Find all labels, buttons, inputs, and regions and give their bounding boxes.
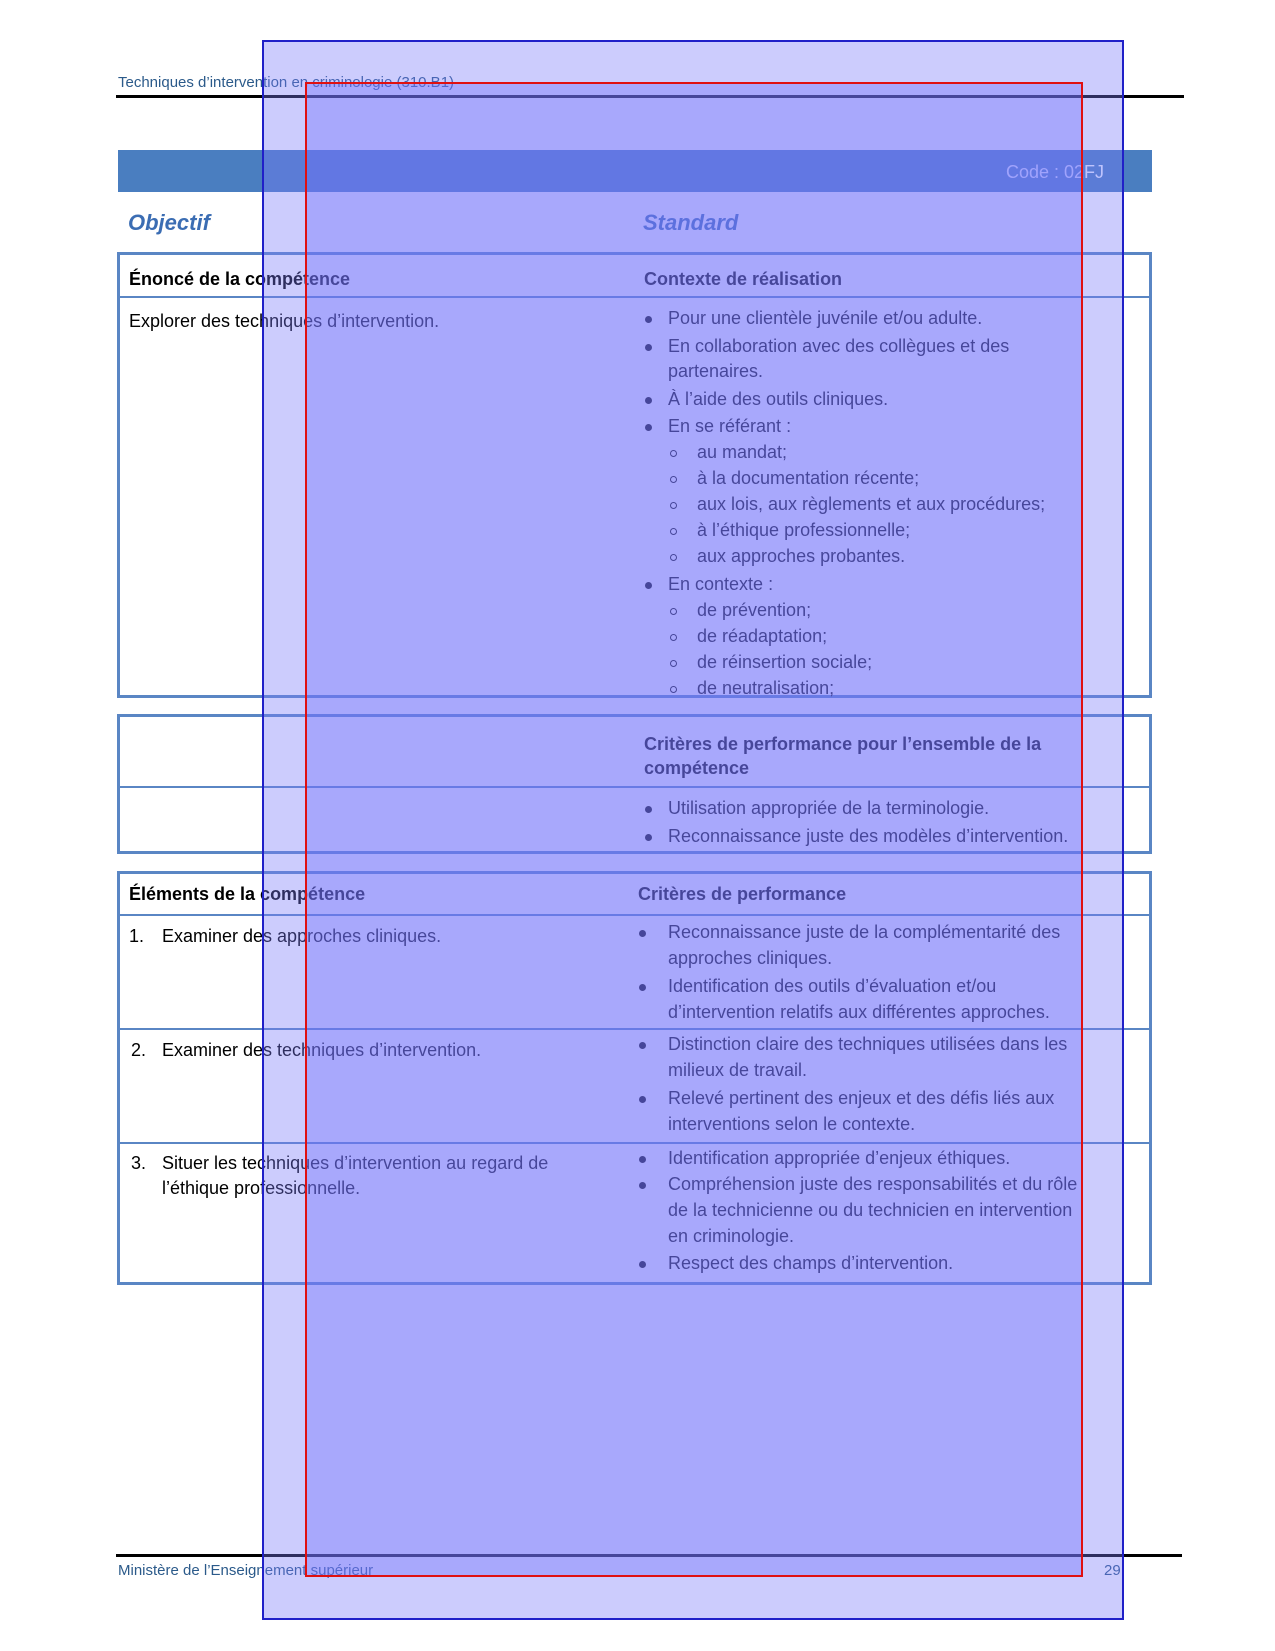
contexte-item: En collaboration avec des collègues et des <box>668 336 1010 356</box>
contexte-subitem: au mandat; <box>697 442 788 462</box>
element-number: 3. <box>131 1153 147 1173</box>
element-critere-cont: en criminologie. <box>668 1226 795 1246</box>
contexte-subitem: de prévention; <box>697 600 812 620</box>
heading-standard: Standard <box>643 210 739 235</box>
element-text-cont: l’éthique professionnelle. <box>162 1178 361 1198</box>
element-critere-cont: interventions selon le contexte. <box>668 1114 916 1134</box>
contexte-subitem: à la documentation récente; <box>697 468 920 488</box>
ensemble-header-cont: compétence <box>644 758 750 778</box>
ensemble-critere: Reconnaissance juste des modèles d’intervention. <box>668 826 1069 846</box>
selection-overlay-inner <box>305 82 1083 1577</box>
footer-ministry: Ministère de l’Enseignement supérieur <box>118 1562 374 1579</box>
element-critere-cont: d’intervention relatifs aux différentes approches. <box>668 1002 1050 1022</box>
element-number: 2. <box>131 1040 147 1060</box>
contexte-item-cont: partenaires. <box>668 361 764 381</box>
ensemble-critere: Utilisation appropriée de la terminologie. <box>668 798 990 818</box>
element-critere-cont: approches cliniques. <box>668 948 833 968</box>
contexte-subitem: de réinsertion sociale; <box>697 652 873 672</box>
criteres-header: Critères de performance <box>638 884 847 904</box>
enonce-text: Explorer des techniques d’intervention. <box>129 311 440 331</box>
contexte-item: En se référant : <box>668 416 792 436</box>
competency-code: Code : 02FJ <box>1006 162 1105 182</box>
running-header: Techniques d’intervention en criminologie (310.B1) <box>118 74 455 91</box>
contexte-item: À l’aide des outils cliniques. <box>668 389 889 409</box>
contexte-subitem: de réadaptation; <box>697 626 828 646</box>
ensemble-header: Critères de performance pour l’ensemble de la <box>644 734 1042 754</box>
element-critere: Respect des champs d’intervention. <box>668 1253 954 1273</box>
elements-header: Éléments de la compétence <box>129 884 366 904</box>
element-critere: Distinction claire des techniques utilisées dans les <box>668 1034 1068 1054</box>
element-text: Situer les techniques d’intervention au regard de <box>162 1153 549 1173</box>
element-critere: Reconnaissance juste de la complémentarité des <box>668 922 1061 942</box>
heading-objectif: Objectif <box>128 210 210 235</box>
element-critere-cont: milieux de travail. <box>668 1060 808 1080</box>
element-critere: Compréhension juste des responsabilités et du rôle <box>668 1174 1078 1194</box>
contexte-subitem: à l’éthique professionnelle; <box>697 520 911 540</box>
contexte-subitem: aux lois, aux règlements et aux procédures; <box>697 494 1046 514</box>
element-critere: Relevé pertinent des enjeux et des défis liés aux <box>668 1088 1055 1108</box>
element-text: Examiner des techniques d’intervention. <box>162 1040 482 1060</box>
contexte-item: Pour une clientèle juvénile et/ou adulte. <box>668 308 983 328</box>
element-critere: Identification des outils d’évaluation et/ou <box>668 976 997 996</box>
contexte-header: Contexte de réalisation <box>644 269 843 289</box>
element-critere: Identification appropriée d’enjeux éthiques. <box>668 1148 1011 1168</box>
contexte-item: En contexte : <box>668 574 774 594</box>
contexte-subitem: de neutralisation; <box>697 678 835 698</box>
element-number: 1. <box>129 926 145 946</box>
element-critere-cont: de la technicienne ou du technicien en intervention <box>668 1200 1073 1220</box>
enonce-header: Énoncé de la compétence <box>129 269 351 289</box>
page-number: 29 <box>1104 1562 1121 1579</box>
contexte-subitem: aux approches probantes. <box>697 546 906 566</box>
element-text: Examiner des approches cliniques. <box>162 926 442 946</box>
